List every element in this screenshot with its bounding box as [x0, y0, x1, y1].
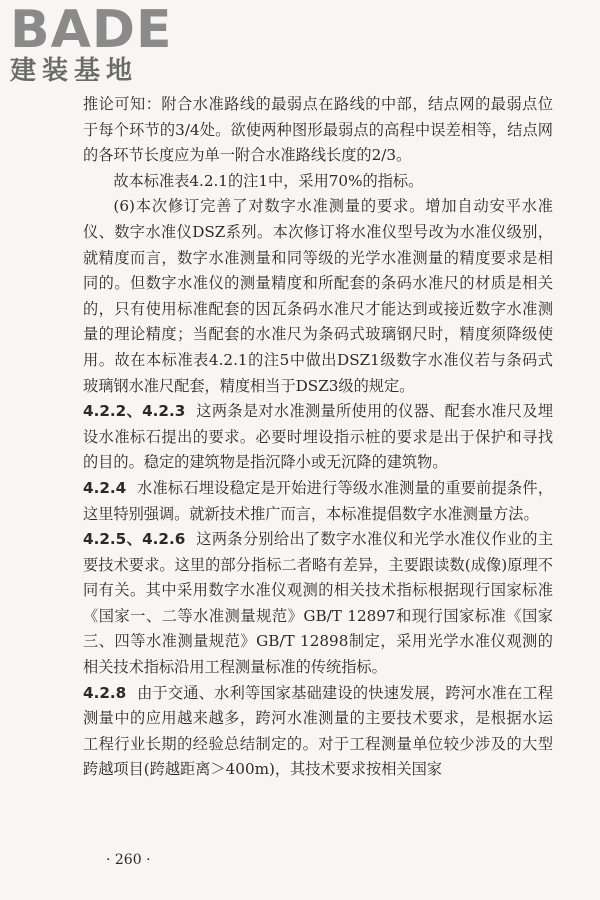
clause-block — [83, 527, 553, 681]
clause-text: 这两条是对水准测量所使用的仪器、配套水准尺及埋设水准标石提出的要求。必要时埋设指示桩的要求是出于保护和寻找的目的。稳定的建筑物是指沉降小或无沉降的建筑物。 — [83, 402, 554, 472]
page-body — [83, 92, 553, 783]
clause-block — [83, 681, 553, 783]
clause-text: 水准标石埋设稳定是开始进行等级水准测量的重要前提条件，这里特别强调。就新技术推广而言，本标准提倡数字水准测量方法。 — [83, 478, 553, 523]
clause-block — [83, 399, 553, 476]
clause-block — [83, 476, 553, 527]
paragraph: (6)本次修订完善了对数字水准测量的要求。增加自动安平水准仪、数字水准仪DSZ系列。本次修订将水准仪型号改为水准仪级别，就精度而言，数字水准测量和同等级的光学水准测量的精度要求是相同的。但数字水准仪的测量精度和所配套的条码水准尺的材质是相关的，只有使用标准配套的因瓦条码水准尺才能达到或接近数字水准测量的理论精度；当配套的水准尺为条码式玻璃钢尺时，精度须降级使用。故在本标准表4.2.1的注5中做出DSZ1级数字水准仪若与条码式玻璃钢水准尺配套，精度相当于DSZ3级的规定。 — [83, 197, 553, 395]
paragraph: 推论可知：附合水准路线的最弱点在路线的中部，结点网的最弱点位于每个环节的3/4处。欲使两种图形最弱点的高程中误差相等，结点网的各环节长度应为单一附合水准路线长度的2/3。 — [83, 95, 553, 165]
bade-logo — [10, 0, 185, 86]
paragraph: 故本标准表4.2.1的注1中，采用70%的指标。 — [113, 171, 424, 190]
clause-text: 这两条分别给出了数字水准仪和光学水准仪作业的主要技术要求。这里的部分指标二者略有差异，主要跟读数(成像)原理不同有关。其中采用数字水准仪观测的相关技术指标根据现行国家标准《国家一、二等水准测量规范》GB/T 12897和现行国家标准《国家三、四等水准测量规范》GB/T 12898制定，采用光学水准仪观测的相关技术指标沿用工程测量标准的传统指标。 — [83, 530, 554, 677]
clause-text: 由于交通、水利等国家基础建设的快速发展，跨河水准在工程测量中的应用越来越多，跨河水准测量的主要技术要求，是根据水运工程行业长期的经验总结制定的。对于工程测量单位较少涉及的大型跨越项目(跨越距离＞400m)，其技术要求按相关国家 — [83, 683, 553, 779]
logo-word: BADE — [10, 0, 173, 60]
logo-subtitle: 建装基地 — [10, 56, 139, 86]
clause-number: 4.2.2、4.2.3 — [83, 402, 186, 421]
clause-number: 4.2.8 — [83, 683, 127, 702]
clause-number: 4.2.5、4.2.6 — [83, 530, 186, 549]
clause-number: 4.2.4 — [83, 478, 127, 497]
page-number: · 260 · — [106, 852, 151, 868]
